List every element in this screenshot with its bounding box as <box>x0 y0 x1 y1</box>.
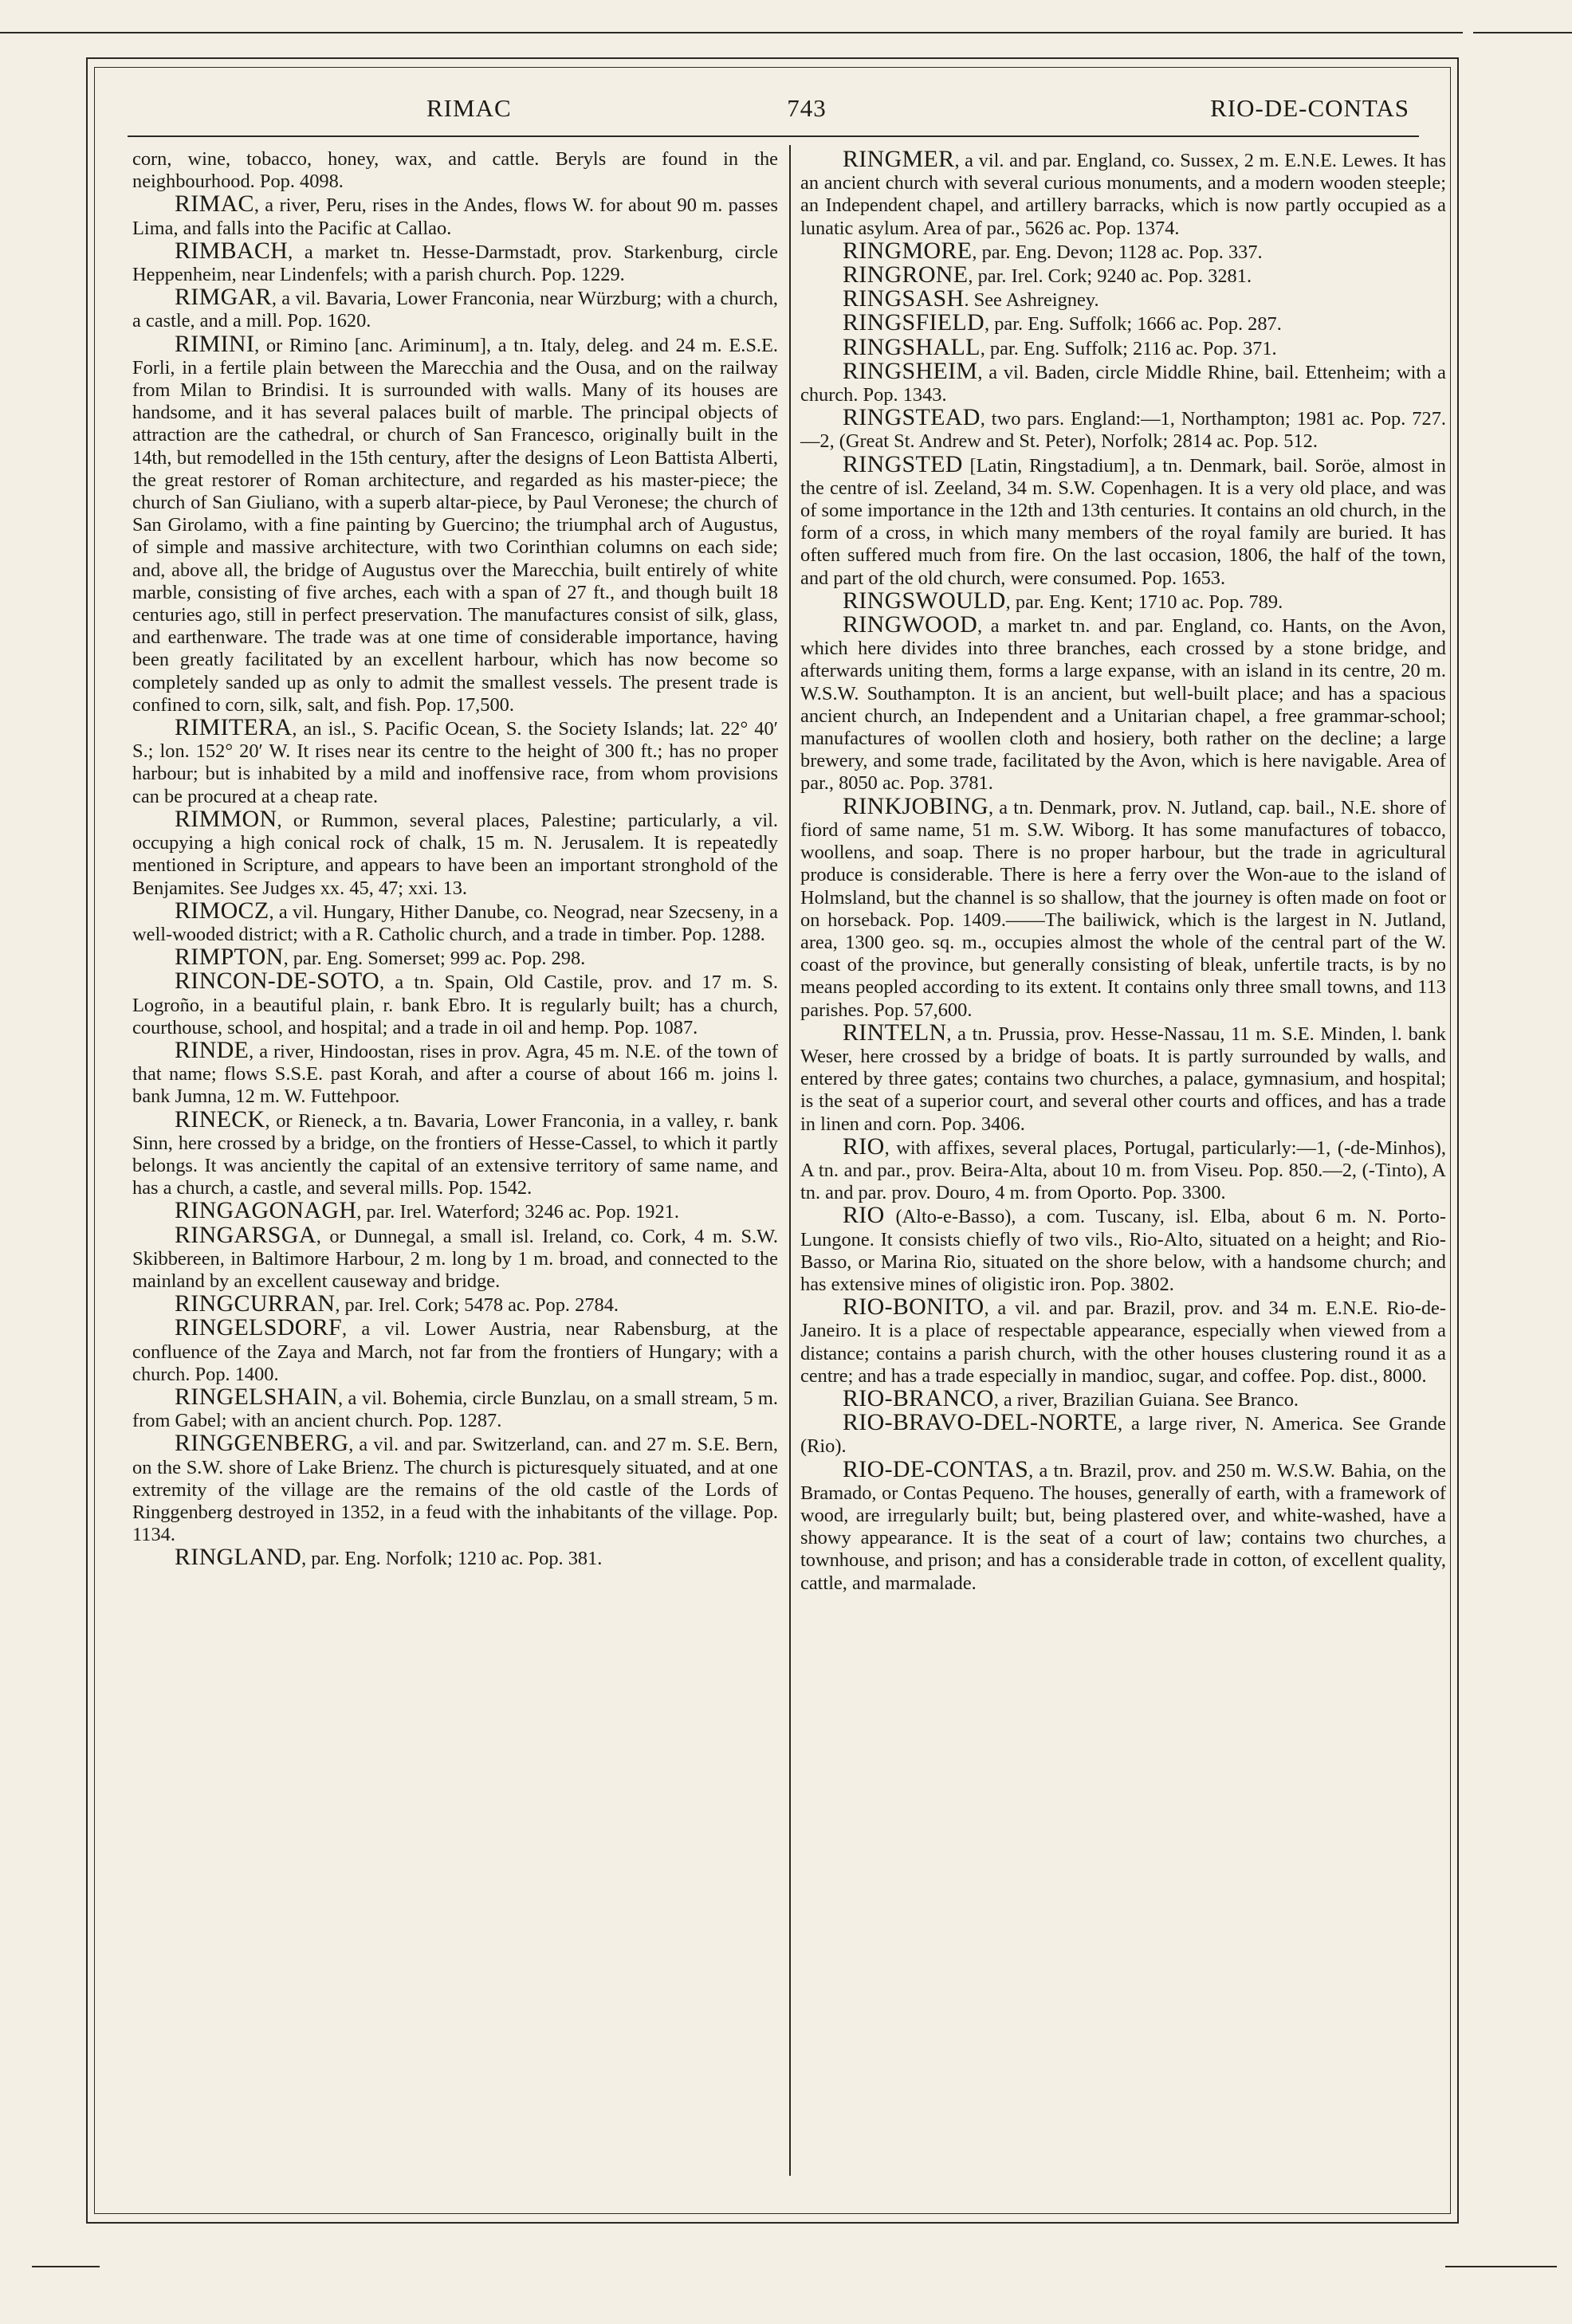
entry-text: [Latin, Ringstadium], a tn. Denmark, bail. Soröe, almost in the centre of isl. Zeeland, 34 m. S.W. Copenhagen. It is a very old place, and was of some importance in the 12th and 13th centuries. It contains an old church, in the form of a cross, in which many members of the royal family are buried. It has often suffered much from fire. On the last occasion, 1806, the half of the town, and part of the old church, were consumed. Pop. 1653. <box>800 454 1446 589</box>
entry-headword: RIO-BRANCO <box>843 1384 994 1411</box>
header-rule <box>128 135 1419 137</box>
entry-headword: RIMGAR <box>175 284 272 311</box>
gazetteer-entry <box>132 1290 778 1317</box>
entry-headword: RINGGENBERG <box>175 1430 349 1457</box>
entry-headword: RIMMON <box>175 805 277 832</box>
gazetteer-entry <box>800 1019 1446 1136</box>
gazetteer-entry <box>800 406 1446 453</box>
gazetteer-entry <box>800 792 1446 1022</box>
left-column <box>132 148 778 1571</box>
gazetteer-entry <box>132 970 778 1039</box>
entry-text: , a vil. and par. England, co. Sussex, 2 m. E.N.E. Lewes. It has an ancient church with several curious monuments, and a modern wooden steeple; an Independent chapel, and artillery barracks, which is now partly occupied as a lunatic asylum. Area of par., 5626 ac. Pop. 1374. <box>800 150 1446 239</box>
entry-headword: RINGELSHAIN <box>175 1383 338 1410</box>
entry-text: , a vil. Lower Austria, near Rabensburg, at the confluence of the Zaya and March, not far from the frontiers of Hungary; with a church. Pop. 1400. <box>132 1318 778 1385</box>
entry-headword: RINGSHALL <box>843 333 981 360</box>
entry-text: , a tn. Brazil, prov. and 250 m. W.S.W. Bahia, on the Bramado, or Contas Pequeno. The houses, generally of earth, with a framework of wood, are irregularly built; but, being plastered over, and white-washed, have a showy appearance. It is the seat of a court of law; contains two churches, a townhouse, and prison; and has a considerable trade in cotton, of excellent quality, cattle, and marmalade. <box>800 1459 1446 1594</box>
gazetteer-entry <box>132 897 778 946</box>
entry-text: (Alto-e-Basso), a com. Tuscany, isl. Elba, about 6 m. N. Porto-Lungone. It consists chiefly of two vils., Rio-Alto, situated on a height; and Rio-Basso, or Marina Rio, situated on the shore below, with a handsome church; and has extensive mines of oligistic iron. Pop. 3802. <box>800 1206 1446 1295</box>
entry-text: , par. Eng. Suffolk; 2116 ac. Pop. 371. <box>980 337 1277 359</box>
gazetteer-entry <box>800 1204 1446 1296</box>
entry-headword: RINGMER <box>843 146 955 172</box>
entry-headword: RINGSWOULD <box>843 587 1006 614</box>
entry-text: . See Ashreigney. <box>964 289 1099 312</box>
gazetteer-entry <box>800 1455 1446 1595</box>
entry-text: , par. Eng. Devon; 1128 ac. Pop. 337. <box>972 241 1263 263</box>
entry-headword: RINGAGONAGH <box>175 1197 357 1224</box>
gazetteer-entry <box>132 1314 778 1386</box>
entry-text: , a vil. Bohemia, circle Bunzlau, on a small stream, 5 m. from Gabel; with an ancient church. Pop. 1287. <box>132 1387 778 1432</box>
entry-headword: RIO <box>843 1133 885 1160</box>
gazetteer-entry <box>800 450 1446 590</box>
page-number: 743 <box>787 94 827 122</box>
gazetteer-entry <box>132 190 778 239</box>
entry-text: , a tn. Prussia, prov. Hesse-Nassau, 11 m. S.E. Minden, l. bank Weser, here crossed by a bridge of boats. It is partly surrounded by walls, and entered by three gates; contains two churches, a palace, gymnasium, and hospital; is the seat of a superior court, and several other courts and offices, and has a trade in linen and corn. Pop. 3406. <box>800 1023 1446 1135</box>
gazetteer-entry <box>800 309 1446 336</box>
bottom-rule-right <box>1445 2266 1557 2267</box>
top-rule-right <box>1473 32 1572 33</box>
entry-headword: RINECK <box>175 1105 265 1133</box>
entry-headword: RIMOCZ <box>175 897 269 924</box>
header-left-guideword: RIMAC <box>426 94 512 122</box>
entry-text: , a river, Brazilian Guiana. See Branco. <box>993 1388 1299 1411</box>
gazetteer-entry <box>132 716 778 808</box>
entry-text: , a vil. and par. Brazil, prov. and 34 m. E.N.E. Rio-de-Janeiro. It is a place of respectable appearance, especially when viewed from a distance; contains a parish church, with the other houses clustering round it as a centre; and has a trade especially in mandioc, sugar, and coffee. Pop. dist., 8000. <box>800 1297 1446 1387</box>
entry-text: , par. Irel. Cork; 5478 ac. Pop. 2784. <box>335 1294 619 1317</box>
entry-headword: RINGSFIELD <box>843 309 985 336</box>
gazetteer-entry <box>800 333 1446 360</box>
gazetteer-entry <box>800 1133 1446 1205</box>
entry-text: , or Rieneck, a tn. Bavaria, Lower Franconia, in a valley, r. bank Sinn, here crossed by a bridge, on the frontiers of Hesse-Cassel, to which it partly belongs. It was anciently the capital of an extensive territory of same name, and has a church, a castle, and several mills. Pop. 1542. <box>132 1109 778 1199</box>
right-column <box>800 148 1446 1595</box>
entry-headword: RIMAC <box>175 190 254 218</box>
gazetteer-entry <box>800 237 1446 264</box>
entry-text: , a tn. Spain, Old Castile, prov. and 17 m. S. Logroño, in a beautiful plain, r. bank Ebro. It is regularly built; has a church, courthouse, school, and hospital; and a trade in oil and hemp. Pop. 1087. <box>132 972 778 1038</box>
gazetteer-entry <box>800 1384 1446 1411</box>
gazetteer-entry <box>132 148 778 193</box>
entry-headword: RINGLAND <box>175 1544 302 1571</box>
gazetteer-entry <box>132 1546 778 1570</box>
entry-headword: RINCON-DE-SOTO <box>175 968 379 995</box>
entry-headword: RIO <box>843 1202 885 1229</box>
gazetteer-entry <box>800 587 1446 614</box>
entry-headword: RINGCURRAN <box>175 1290 336 1317</box>
gazetteer-entry <box>800 261 1446 289</box>
entry-headword: RINTELN <box>843 1019 947 1046</box>
entry-text: , or Rummon, several places, Palestine; particularly, a vil. occupying a high conical rock of chalk, 15 m. N. Jerusalem. It is repeatedly mentioned in Scripture, and appears to have been an important stronghold of the Benjamites. See Judges xx. 45, 47; xxi. 13. <box>132 809 778 899</box>
entry-headword: RIO-BRAVO-DEL-NORTE <box>843 1409 1118 1436</box>
entry-text: , a river, Peru, rises in the Andes, flows W. for about 90 m. passes Lima, and falls into the Pacific at Callao. <box>132 194 778 239</box>
entry-headword: RINGWOOD <box>843 611 978 638</box>
entry-headword: RINGSTEAD <box>843 404 981 431</box>
entry-text: , a market tn. and par. England, co. Hants, on the Avon, which here divides into three branches, each crossed by a stone bridge, and afterwards uniting them, forms a large expanse, with an island in its centre, 20 m. W.S.W. Southampton. It is an ancient, but well-built place; and has a spacious ancient church, an Independent and a Unitarian chapel, a free grammar-school; manufactures of woollen cloth and hosiery, both rather on the decline; a large brewery, and some trade, facilitated by the Avon, which is here navigable. Area of par., 8050 ac. Pop. 3781. <box>800 615 1446 795</box>
gazetteer-entry <box>132 1036 778 1109</box>
entry-text: , par. Irel. Waterford; 3246 ac. Pop. 1921. <box>356 1201 679 1223</box>
gazetteer-entry <box>132 237 778 286</box>
gazetteer-entry <box>800 357 1446 406</box>
entry-text: , a river, Hindoostan, rises in prov. Agra, 45 m. N.E. of the town of that name; flows S.S.E. past Korah, and after a course of about 166 m. joins l. bank Jumna, 12 m. W. Futtehpoor. <box>132 1040 778 1108</box>
entry-text: , par. Eng. Somerset; 999 ac. Pop. 298. <box>283 948 586 970</box>
entry-text: , a vil. Bavaria, Lower Franconia, near Würzburg; with a church, a castle, and a mill. Pop. 1620. <box>132 288 778 332</box>
header-right-guideword: RIO-DE-CONTAS <box>1210 94 1409 122</box>
running-header <box>128 94 1419 126</box>
entry-text: , two pars. England:—1, Northampton; 1981 ac. Pop. 727.—2, (Great St. Andrew and St. Peter), Norfolk; 2814 ac. Pop. 512. <box>800 408 1446 453</box>
entry-headword: RIMINI <box>175 330 255 357</box>
top-rule <box>0 32 1463 33</box>
entry-text: , a tn. Denmark, prov. N. Jutland, cap. bail., N.E. shore of fiord of same name, 51 m. S.W. Wiborg. It has some manufactures of tobacco, woollens, and soap. There is no proper harbour, but the trade in agricultural produce is considerable. There is here a ferry over the Won-aue to the island of Holmsland, but the channel is so shallow, that the journey is often made on foot or on horseback. Pop. 1409.——The bailiwick, which is the largest in N. Jutland, area, 1300 geo. sq. m., occupies almost the whole of the central part of the W. coast of the province, but generally consisting of bleak, unfertile tracts, is by no means peopled according to its extent. It contains only three small towns, and 113 parishes. Pop. 57,600. <box>800 796 1446 1021</box>
entry-headword: RIO-DE-CONTAS <box>843 1455 1029 1482</box>
gazetteer-entry <box>132 1432 778 1546</box>
gazetteer-entry <box>132 1383 778 1432</box>
entry-headword: RIMPTON <box>175 944 284 971</box>
entry-headword: RINGELSDORF <box>175 1314 342 1341</box>
gazetteer-entry <box>800 1411 1446 1458</box>
entry-text: , or Rimino [anc. Ariminum], a tn. Italy, deleg. and 24 m. E.S.E. Forli, in a fertile plain between the Marecchia and the Ousa, and on the railway from Milan to Brindisi. It is surrounded with walls. Many of its houses are handsome, and it has several palaces built of marble. The principal objects of attraction are the cathedral, or church of San Francesco, originally built in the 14th, but remodelled in the 15th century, after the designs of Leon Battista Alberti, the great restorer of Roman architecture, and regarded as his master-piece; the church of San Giuliano, with a superb altar-piece, by Paul Veronese; the church of San Girolamo, with a fine painting by Guercino; the triumphal arch of Augustus, of simple and massive architecture, with two Corinthian columns on each side; and, above all, the bridge of Augustus over the Marecchia, built entirely of white marble, consisting of five arches, each with a span of 27 ft., and though built 18 centuries ago, still in perfect preservation. The manufactures consist of silk, glass, and earthenware. The trade was at one time of considerable importance, having been greatly facilitated by an excellent harbour, which has now become so completely sanded up as only to admit the smallest vessels. The present trade is confined to corn, silk, salt, and fish. Pop. 17,500. <box>132 334 778 716</box>
entry-headword: RINGSHEIM <box>843 357 978 384</box>
gazetteer-entry <box>132 1221 778 1294</box>
entry-text: , or Dunnegal, a small isl. Ireland, co. Cork, 4 m. S.W. Skibbereen, in Baltimore Harbour, 2 m. long by 1 m. broad, and connected to the mainland by an excellent causeway and bridge. <box>132 1225 778 1292</box>
entry-headword: RINGSTED <box>843 450 963 477</box>
entry-text: , par. Irel. Cork; 9240 ac. Pop. 3281. <box>968 265 1252 288</box>
bottom-rule-left <box>32 2266 100 2267</box>
entry-text: , a vil. Baden, circle Middle Rhine, bail. Ettenheim; with a church. Pop. 1343. <box>800 361 1446 406</box>
entry-text: corn, wine, tobacco, honey, wax, and cattle. Beryls are found in the neighbourhood. Pop. 4098. <box>132 148 778 193</box>
gazetteer-entry <box>800 148 1446 240</box>
entry-text: , par. Eng. Norfolk; 1210 ac. Pop. 381. <box>301 1548 603 1570</box>
gazetteer-entry <box>132 1105 778 1200</box>
gazetteer-entry <box>132 946 778 970</box>
entry-headword: RIMBACH <box>175 237 289 264</box>
entry-text: , par. Eng. Kent; 1710 ac. Pop. 789. <box>1005 591 1283 613</box>
entry-headword: RINGRONE <box>843 261 969 289</box>
entry-headword: RINKJOBING <box>843 792 988 819</box>
entry-text: , with affixes, several places, Portugal, particularly:—1, (-de-Minhos), A tn. and par., prov. Beira-Alta, about 10 m. from Viseu. Pop. 850.—2, (-Tinto), A tn. and par. prov. Douro, 4 m. from Oporto. Pop. 3300. <box>800 1136 1446 1204</box>
gazetteer-entry <box>132 1199 778 1223</box>
gazetteer-entry <box>800 611 1446 795</box>
gazetteer-entry <box>132 805 778 900</box>
entry-headword: RINGARSGA <box>175 1221 316 1248</box>
entry-text: , a market tn. Hesse-Darmstadt, prov. Starkenburg, circle Heppenheim, near Lindenfels; with a parish church. Pop. 1229. <box>132 241 778 286</box>
entry-text: , a large river, N. America. See Grande (Rio). <box>800 1413 1446 1458</box>
entry-text: , a vil. and par. Switzerland, can. and 27 m. S.E. Bern, on the S.W. shore of Lake Brienz. The church is picturesquely situated, and at one extremity of the village are the remains of the old castle of the Lords of Ringgenberg destroyed in 1352, in a feud with the inhabitants of the village. Pop. 1134. <box>132 1434 778 1546</box>
entry-text: , a vil. Hungary, Hither Danube, co. Neograd, near Szecseny, in a well-wooded district; with a R. Catholic church, and a trade in timber. Pop. 1288. <box>132 901 778 945</box>
gazetteer-entry <box>800 285 1446 312</box>
entry-headword: RINGMORE <box>843 237 973 264</box>
column-divider <box>789 145 791 2176</box>
entry-headword: RINDE <box>175 1036 250 1063</box>
gazetteer-entry <box>132 330 778 716</box>
entry-text: , an isl., S. Pacific Ocean, S. the Society Islands; lat. 22° 40′ S.; lon. 152° 20′ W. It rises near its centre to the height of 300 ft.; has no proper harbour; but is inhabited by a mild and inoffensive race, from whom provisions can be procured at a cheap rate. <box>132 718 778 807</box>
entry-text: , par. Eng. Suffolk; 1666 ac. Pop. 287. <box>984 313 1282 336</box>
entry-headword: RIO-BONITO <box>843 1294 984 1321</box>
gazetteer-entry <box>800 1296 1446 1388</box>
entry-headword: RIMITERA <box>175 714 293 741</box>
entry-headword: RINGSASH <box>843 285 965 312</box>
gazetteer-entry <box>132 286 778 332</box>
